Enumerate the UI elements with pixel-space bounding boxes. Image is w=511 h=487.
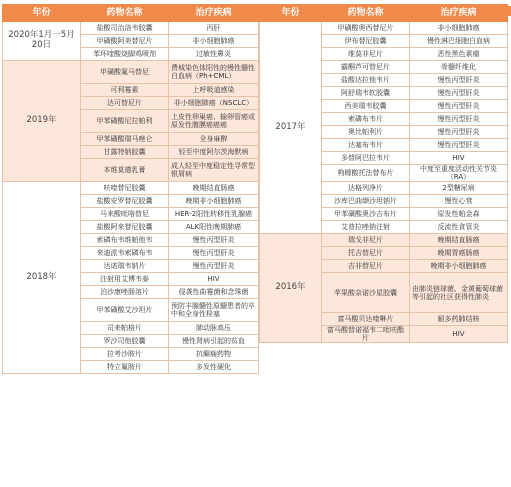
table-row [260,234,508,247]
disease-cell: ALK阳性晚期肺癌 [169,221,259,234]
year-cell: 2016年 [260,234,322,343]
drug-name-cell: 奥比帕利片 [322,126,410,139]
disease-cell: 非小细胞肺癌（NSCLC） [169,97,259,110]
left-drug-table [2,4,259,374]
drug-name-cell: 富马酸贝达喹啉片 [322,313,410,326]
drug-name-cell: 盐酸安罗替尼胶囊 [81,195,169,208]
drug-name-cell: 枸橼酸托法替布片 [322,165,410,182]
drug-name-cell: 盐酸司治洛韦胶囊 [81,22,169,35]
drug-name-cell: 西美瑞韦胶囊 [322,100,410,113]
table-row [3,22,259,35]
disease-cell: 全身麻醉 [169,133,259,146]
disease-cell: 成人轻至中度稳定性寻常型银屑病 [169,159,259,182]
year-cell: 2017年 [260,22,322,234]
drug-name-cell: 甲磺酸阿美替尼片 [81,35,169,48]
year-cell: 2020年1月一5月20日 [3,22,81,61]
drug-name-cell: 本维莫德乳膏 [81,159,169,182]
disease-cell: 抗癫痫药物 [169,348,259,361]
disease-cell: 晚期胃癌肠癌 [410,247,508,260]
disease-cell: 慢性肾病引起的贫血 [169,335,259,348]
drug-name-cell: 托吉替尼片 [322,247,410,260]
drug-name-cell: 多替阿巴拉韦片 [322,152,410,165]
disease-cell: 慢性丙型肝炎 [169,234,259,247]
disease-cell: 上呼吸道感染 [169,84,259,97]
disease-cell: 慢性丙型肝炎 [410,139,508,152]
disease-cell: 肺动脉高压 [169,322,259,335]
right-header-row [260,5,508,22]
drug-name-cell: 索磷布韦片 [322,113,410,126]
drug-name-cell: 索磷布韦维帕他韦 [81,234,169,247]
disease-cell: 慢性丙型肝炎 [169,260,259,273]
drug-name-cell: 沙库巴曲缬沙坦钠片 [322,195,410,208]
table-row [3,182,259,195]
drug-name-cell: 达诺瑞韦钠片 [81,260,169,273]
disease-cell: 由肺炎链球菌、金黄葡萄球菌等引起的社区获得性肺炎 [410,273,508,313]
disease-cell: 预防丰腺髓性原髓患者的卒中和全身性栓塞 [169,299,259,322]
disease-cell: HIV [169,273,259,286]
disease-cell: 原发性帕金森 [410,208,508,221]
disease-cell: 晚期结直肠癌 [410,234,508,247]
drug-name-cell: 呋喹替尼胶囊 [81,182,169,195]
header-year: 年份 [3,5,81,22]
drug-name-cell: 瑞戈非尼片 [322,234,410,247]
right-drug-table [259,4,508,343]
disease-cell: 慢性丙型肝炎 [410,87,508,100]
disease-cell: 非小细胞肺癌 [169,35,259,48]
drug-name-cell: 甲磺酸奥西替尼片 [322,22,410,35]
header-disease: 治疗疾病 [410,5,508,22]
drug-name-cell: 甲苯磺酸尼拉帕利 [81,110,169,133]
disease-cell: 慢性丙型肝炎 [169,247,259,260]
header-drug-name: 药物名称 [322,5,410,22]
header-year: 年份 [260,5,322,22]
drug-name-cell: 吉非替尼片 [322,260,410,273]
disease-cell: 慢性心衰 [410,195,508,208]
disease-cell: 中度至重度活动性关节炎（RA） [410,165,508,182]
drug-name-cell: 苯环喹酸烧脚鸡喷剂 [81,48,169,61]
drug-name-cell: 伊布替尼胶囊 [322,35,410,48]
drug-name-cell: 甘露特钠胶囊 [81,146,169,159]
drug-name-cell: 罗沙司他胶囊 [81,335,169,348]
disease-cell: 费城染色体阳性的慢性髓性白血病（Ph+CML） [169,61,259,84]
drug-name-cell: 维莫非尼片 [322,48,410,61]
header-drug-name: 药物名称 [81,5,169,22]
disease-cell: 反流性食管炎 [410,221,508,234]
table-row [260,22,508,35]
drug-name-cell: 注射用艾博韦泰 [81,273,169,286]
drug-name-cell: 特立氟胺片 [81,361,169,374]
table-row [3,61,259,84]
drug-name-cell: 泊沙康唑肠溶片 [81,286,169,299]
drug-name-cell: 甲苯磺酸艾沙坦片 [81,299,169,322]
disease-cell: 慢性丙型肝炎 [410,100,508,113]
drug-name-cell: 盐酸达拉他韦片 [322,74,410,87]
disease-cell: 慢性丙型肝炎 [410,126,508,139]
drug-name-cell: 艾普拉唑钠注射 [322,221,410,234]
disease-cell: 慢性丙型肝炎 [410,74,508,87]
drug-name-cell: 甲苯磺酸奥沙吉布片 [322,208,410,221]
left-header-row [3,5,259,22]
disease-cell: HIV [410,326,508,343]
disease-cell: 非小细胞肺癌 [410,22,508,35]
drug-name-cell: 达塞布韦片 [322,139,410,152]
disease-cell: 晚期非小细胞肺癌 [169,195,259,208]
drug-name-cell: 甲磺酸氟马替尼 [81,61,169,84]
drug-name-cell: 富马酸替诺福韦二吡呋酯片 [322,326,410,343]
disease-cell: 晚期结直肠癌 [169,182,259,195]
disease-cell: HER-2阳性转移性乳腺癌 [169,208,259,221]
year-cell: 2019年 [3,61,81,182]
disease-cell: 侵袭性曲霉菌和念珠菌 [169,286,259,299]
drug-name-cell: 达可替尼片 [81,97,169,110]
drug-name-cell: 来迪派韦索磷布韦 [81,247,169,260]
drug-name-cell: 甲苯磺酸瑞马唑仑 [81,133,169,146]
drug-name-cell: 达格列净片 [322,182,410,195]
drug-name-cell: 马来酸吡咯替尼 [81,208,169,221]
drug-name-cell: 可利霉素 [81,84,169,97]
disease-cell: 恶性黑色素瘤 [410,48,508,61]
disease-cell: 上皮性卵巢癌、输卵管癌或原发性腹膜癌癌癌 [169,110,259,133]
year-cell: 2018年 [3,182,81,374]
disease-cell: 丙肝 [169,22,259,35]
disease-cell: 轻至中度阿尔茨海默病 [169,146,259,159]
header-disease: 治疗疾病 [169,5,259,22]
drug-name-cell: 盐酸阿来替尼胶囊 [81,221,169,234]
drug-name-cell: 司来帕格片 [81,322,169,335]
disease-cell: 晚期非小细胞肺癌 [410,260,508,273]
disease-cell: 2型糖尿病 [410,182,508,195]
disease-cell: 耐多药肺结核 [410,313,508,326]
disease-cell: 慢性淋巴细胞白血病 [410,35,508,48]
disease-cell: 骨髓纤维化 [410,61,508,74]
disease-cell: HIV [410,152,508,165]
disease-cell: 过敏性鼻炎 [169,48,259,61]
drug-name-cell: 拉考沙胺片 [81,348,169,361]
drug-name-cell: 霸酮芦可替尼片 [322,61,410,74]
disease-cell: 慢性丙型肝炎 [410,113,508,126]
drug-name-cell: 阿舒瑞韦软胶囊 [322,87,410,100]
disease-cell: 多发性硬化 [169,361,259,374]
drug-name-cell: 苹果酸奈诺沙星胶囊 [322,273,410,313]
